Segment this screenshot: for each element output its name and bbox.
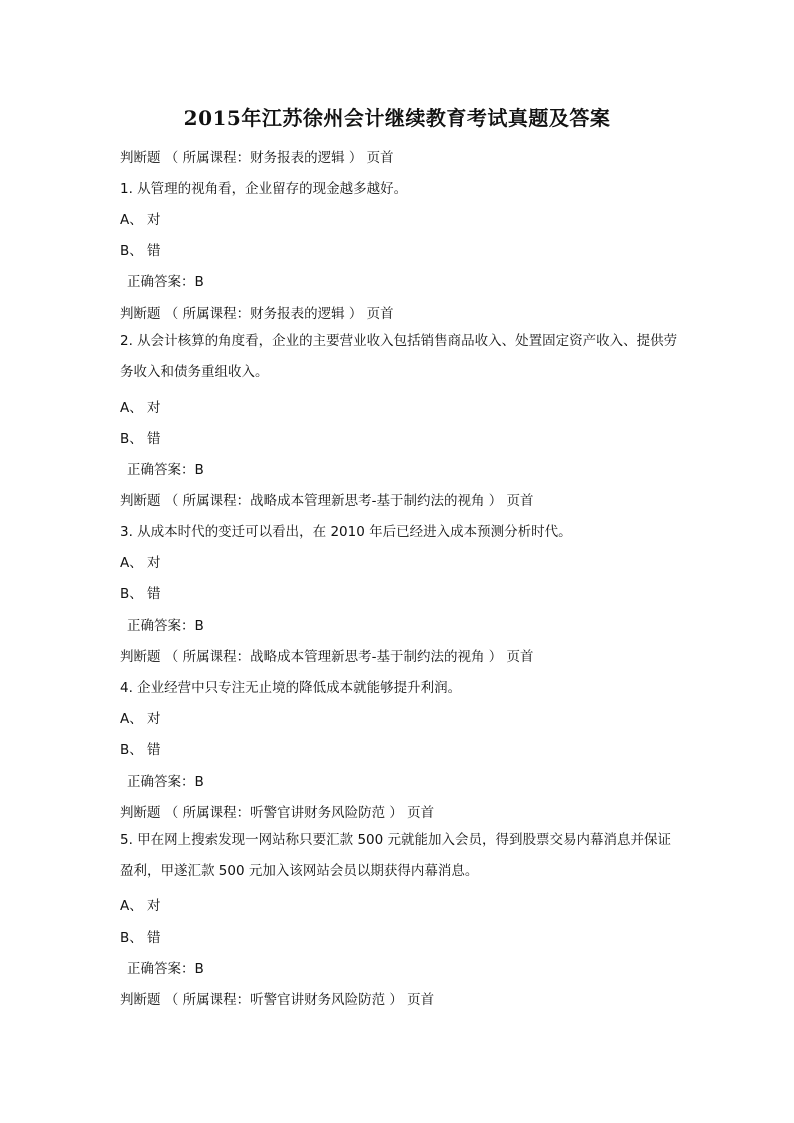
- option-a: A、 对: [120, 400, 161, 416]
- question-header: 判断题 （ 所属课程：听警官讲财务风险防范 ） 页首: [120, 805, 435, 821]
- option-b: B、 错: [120, 586, 161, 602]
- question-header: 判断题 （ 所属课程：财务报表的逻辑 ） 页首: [120, 150, 394, 166]
- option-a: A、 对: [120, 555, 161, 571]
- question-header: 判断题 （ 所属课程：财务报表的逻辑 ） 页首: [120, 306, 394, 322]
- question-header: 判断题 （ 所属课程：战略成本管理新思考-基于制约法的视角 ） 页首: [120, 493, 534, 509]
- question-text: 5. 甲在网上搜索发现一网站称只要汇款 500 元就能加入会员，得到股票交易内幕消息并保证盈利，甲遂汇款 500 元加入该网站会员以期获得内幕消息。: [120, 832, 672, 879]
- question-header: 判断题 （ 所属课程：战略成本管理新思考-基于制约法的视角 ） 页首: [120, 649, 534, 665]
- question-text: 3. 从成本时代的变迁可以看出，在 2010 年后已经进入成本预测分析时代。: [120, 524, 572, 540]
- question-header: 判断题 （ 所属课程：听警官讲财务风险防范 ） 页首: [120, 992, 435, 1008]
- correct-answer: 正确答案：B: [127, 274, 204, 290]
- option-b: B、 错: [120, 431, 161, 447]
- option-b: B、 错: [120, 930, 161, 946]
- option-a: A、 对: [120, 212, 161, 228]
- correct-answer: 正确答案：B: [127, 961, 204, 977]
- correct-answer: 正确答案：B: [127, 462, 204, 478]
- question-text: 4. 企业经营中只专注无止境的降低成本就能够提升利润。: [120, 680, 462, 696]
- correct-answer: 正确答案：B: [127, 774, 204, 790]
- option-a: A、 对: [120, 898, 161, 914]
- document-title: 2015年江苏徐州会计继续教育考试真题及答案: [183, 106, 611, 130]
- question-text: 2. 从会计核算的角度看，企业的主要营业收入包括销售商品收入、处置固定资产收入、提供劳务收入和债务重组收入。: [120, 333, 678, 380]
- option-a: A、 对: [120, 711, 161, 727]
- option-b: B、 错: [120, 243, 161, 259]
- option-b: B、 错: [120, 742, 161, 758]
- correct-answer: 正确答案：B: [127, 618, 204, 634]
- question-text: 1. 从管理的视角看，企业留存的现金越多越好。: [120, 181, 408, 197]
